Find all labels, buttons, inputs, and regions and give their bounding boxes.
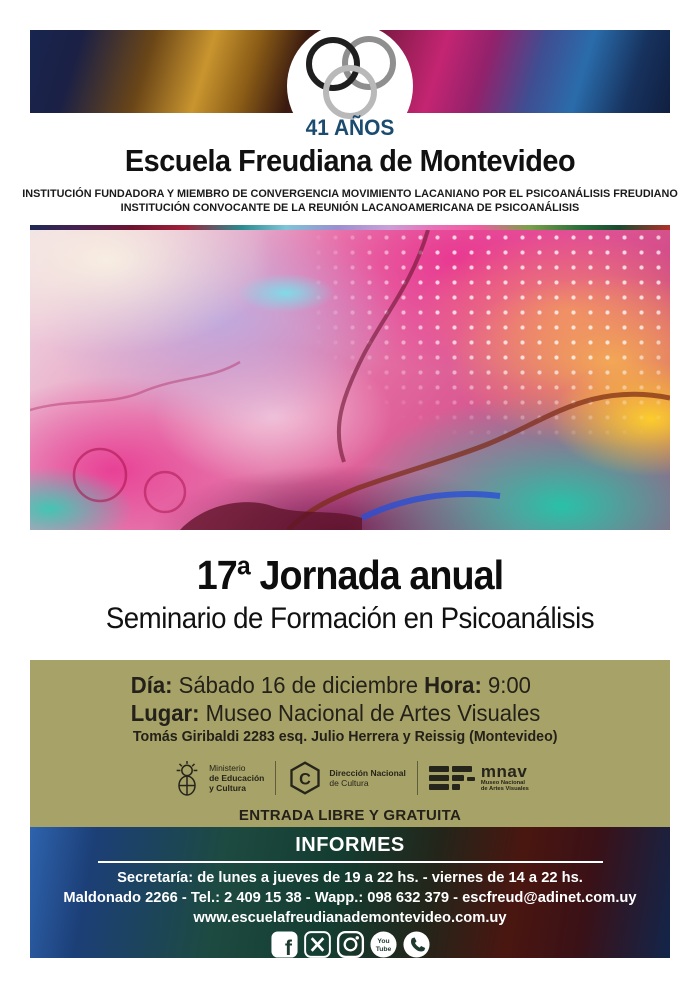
- year-end: 2023: [593, 112, 644, 137]
- logo-separator: [417, 761, 418, 795]
- svg-text:You: You: [376, 938, 390, 946]
- event-details-box: [30, 660, 670, 827]
- year-start: 1982: [75, 112, 126, 137]
- mnav-logo: [429, 761, 529, 793]
- whatsapp-icon[interactable]: [402, 930, 431, 959]
- admission-label: ENTRADA LIBRE Y GRATUITA: [238, 807, 462, 824]
- hour-value: 9:00: [487, 672, 531, 698]
- facebook-icon[interactable]: [270, 930, 299, 959]
- place-value: Museo Nacional de Artes Visuales: [205, 700, 541, 726]
- instagram-icon[interactable]: [336, 930, 365, 959]
- address-line: Tomás Giribaldi 2283 esq. Julio Herrera y Reissig (Montevideo): [132, 729, 558, 745]
- hour-label: Hora:: [424, 672, 482, 698]
- place-line: [30, 699, 644, 727]
- informes-title: INFORMES: [295, 834, 405, 856]
- day-label: Día:: [130, 672, 173, 698]
- artwork-contours: [30, 230, 670, 530]
- dnc-logo: [287, 759, 406, 797]
- svg-text:f: f: [284, 936, 292, 959]
- subtitle-line-2: INSTITUCIÓN CONVOCANTE DE LA REUNIÓN LACANOAMERICANA DE PSICOANÁLISIS: [120, 202, 580, 214]
- website-link[interactable]: www.escuelafreudianademontevideo.com.uy: [193, 909, 507, 926]
- uruguay-coat-of-arms-icon: [171, 759, 203, 797]
- mnav-label: mnav Museo Nacional de Artes Visuales: [480, 761, 529, 792]
- informes-footer: [30, 827, 670, 958]
- borromean-ring-light-icon: [323, 65, 377, 119]
- secretaria-hours-line: Secretaría: de lunes a jueves de 19 a 22 hs. - viernes de 14 a 22 hs.: [117, 869, 583, 886]
- svg-text:Tube: Tube: [375, 945, 391, 953]
- dnc-label: Dirección Nacional de Cultura: [329, 768, 406, 788]
- dnc-hexagon-icon: [287, 759, 323, 797]
- abstract-ink-artwork: [30, 230, 670, 530]
- event-subtitle: Seminario de Formación en Psicoanálisis: [105, 602, 595, 635]
- contact-line: Maldonado 2266 - Tel.: 2 409 15 38 - Wapp.: 098 632 379 - escfreud@adinet.com.uy: [63, 889, 637, 906]
- x-twitter-icon[interactable]: [303, 930, 332, 959]
- institution-title: Escuela Freudiana de Montevideo: [124, 143, 576, 178]
- social-icons-row: [30, 930, 670, 959]
- event-title: 17ª Jornada anual: [196, 552, 504, 598]
- logo-separator: [275, 761, 276, 795]
- youtube-icon[interactable]: [369, 930, 398, 959]
- subtitle-line-1: INSTITUCIÓN FUNDADORA Y MIEMBRO DE CONVERGENCIA MOVIMIENTO LACANIANO POR EL PSICOANÁLISIS FREUDIANO: [22, 188, 678, 200]
- day-value: Sábado 16 de diciembre: [178, 672, 419, 698]
- place-label: Lugar:: [130, 700, 200, 726]
- mec-logo: [171, 759, 264, 797]
- mec-label: Ministerio de Educación y Cultura: [209, 763, 265, 793]
- svg-text:C: C: [299, 770, 312, 789]
- institution-subtitle: [11, 187, 690, 215]
- institutional-logos-row: [30, 755, 670, 801]
- anniversary-label: 41 AÑOS: [305, 115, 395, 140]
- date-time-line: [30, 671, 644, 699]
- informes-divider: [98, 861, 603, 863]
- mnav-bars-icon: [429, 766, 475, 790]
